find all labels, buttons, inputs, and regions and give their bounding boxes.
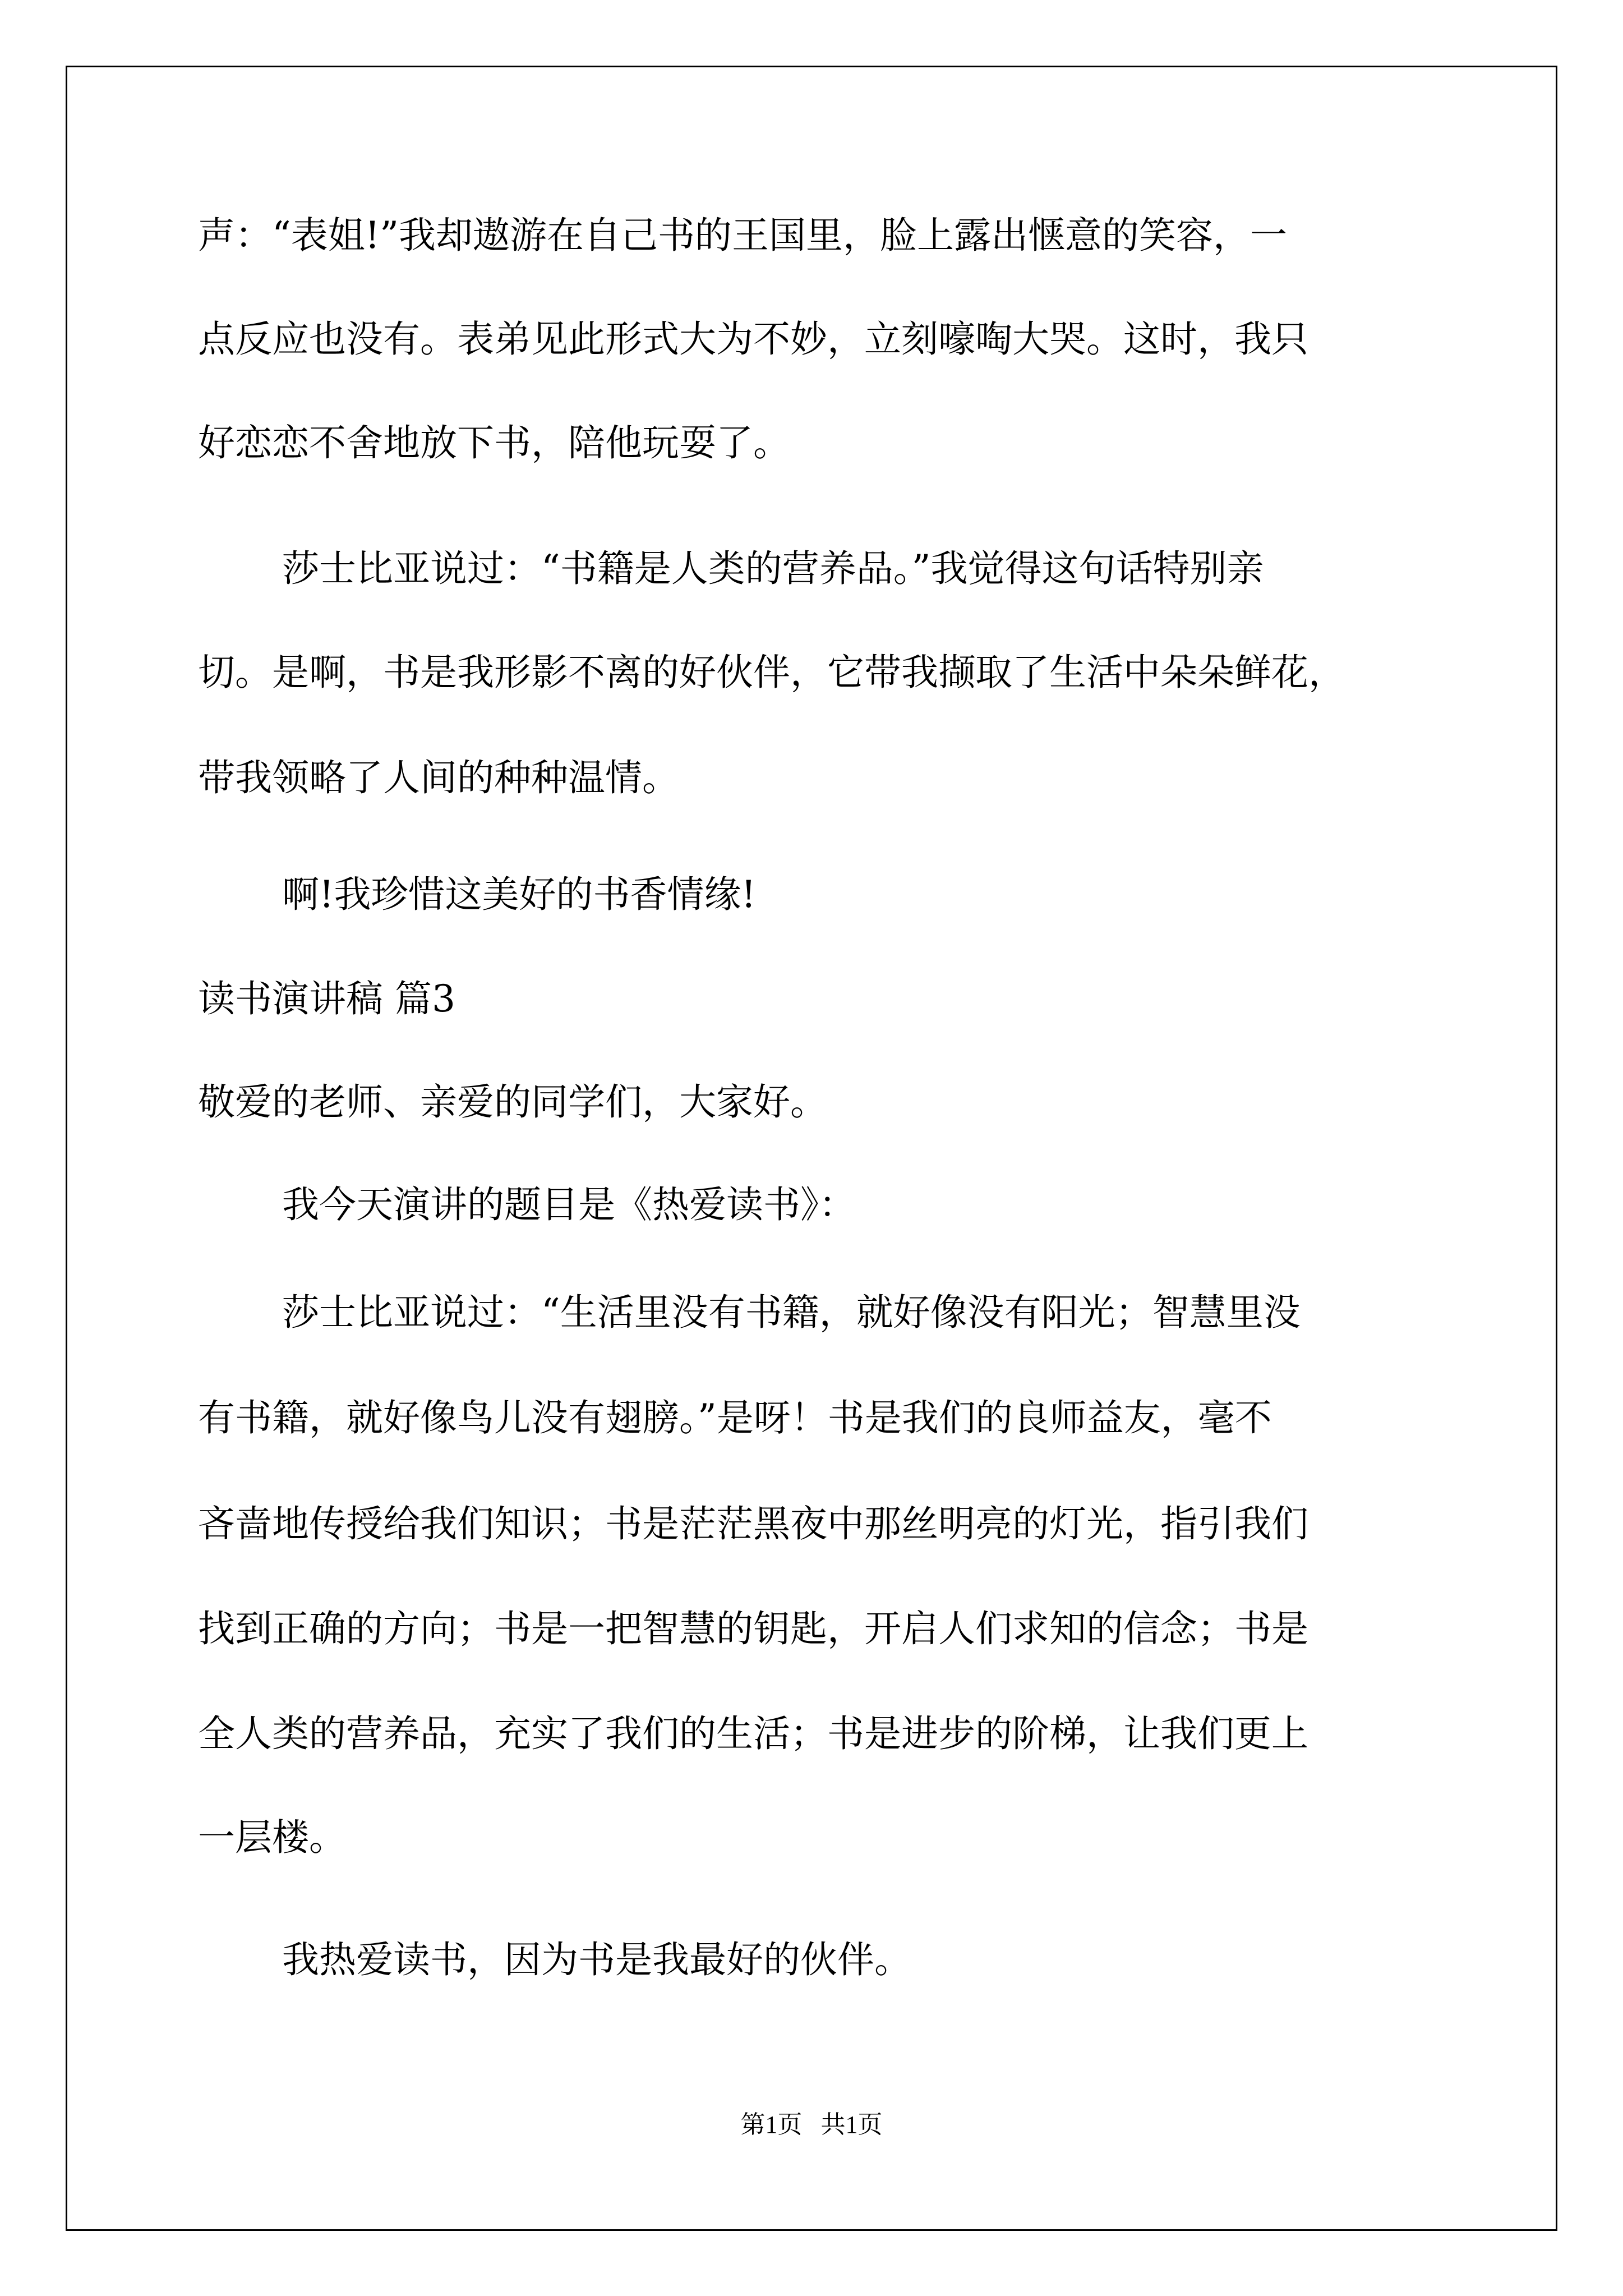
section-heading: 读书演讲稿 篇3 <box>198 977 455 1020</box>
greeting-line: 敬爱的老师、亲爱的同学们，大家好。 <box>198 1080 827 1124</box>
text-line: 我今天演讲的题目是《热爱读书》： <box>282 1183 856 1226</box>
text-line: 莎士比亚说过：“生活里没有书籍，就好像没有阳光；智慧里没 <box>282 1291 1301 1334</box>
text-line: 切。是啊，书是我形影不离的好伙伴，它带我撷取了生活中朵朵鲜花， <box>198 651 1345 694</box>
text-line: 带我领略了人间的种种温情。 <box>198 756 679 799</box>
text-line: 一层楼。 <box>198 1816 346 1859</box>
text-line: 吝啬地传授给我们知识；书是茫茫黑夜中那丝明亮的灯光，指引我们 <box>198 1502 1308 1545</box>
text-line: 有书籍，就好像鸟儿没有翅膀。”是呀！书是我们的良师益友，毫不 <box>198 1396 1272 1439</box>
page-number-footer: 第1页 共1页 <box>740 2111 883 2138</box>
text-line: 莎士比亚说过：“书籍是人类的营养品。”我觉得这句话特别亲 <box>282 547 1264 590</box>
page-border <box>66 66 1557 2231</box>
text-line: 好恋恋不舍地放下书，陪他玩耍了。 <box>198 421 790 464</box>
text-line: 全人类的营养品，充实了我们的生活；书是进步的阶梯，让我们更上 <box>198 1712 1308 1755</box>
text-line: 点反应也没有。表弟见此形式大为不妙，立刻嚎啕大哭。这时，我只 <box>198 318 1308 361</box>
text-line: 我热爱读书，因为书是我最好的伙伴。 <box>282 1938 911 1981</box>
text-line: 声：“表姐!”我却遨游在自己书的王国里，脸上露出惬意的笑容，一 <box>198 214 1288 257</box>
text-line: 找到正确的方向；书是一把智慧的钥匙，开启人们求知的信念；书是 <box>198 1607 1308 1650</box>
text-line: 啊!我珍惜这美好的书香情缘! <box>282 873 757 916</box>
